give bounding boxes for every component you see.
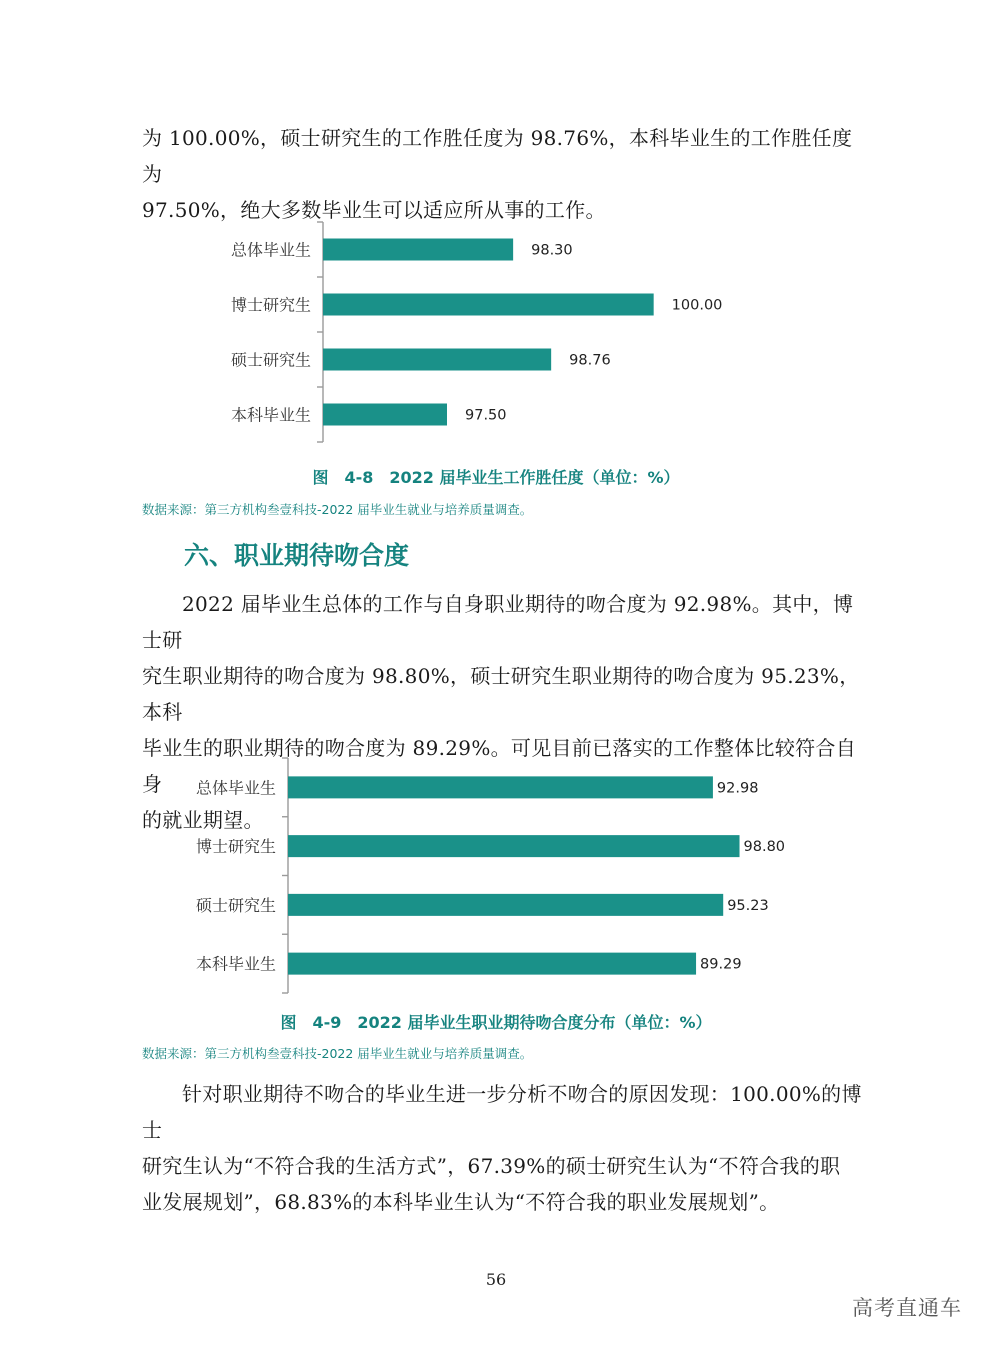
bar xyxy=(323,404,447,426)
data-label: 98.80 xyxy=(743,839,786,856)
figure-caption: 图 4-8 2022 届毕业生工作胜任度（单位：%） xyxy=(312,468,680,487)
bar xyxy=(323,239,513,261)
data-label: 92.98 xyxy=(716,780,759,797)
paragraph-line: 毕业生的职业期待的吻合度为 89.29%。可见目前已落实的工作整体比较符合自身 xyxy=(142,736,857,796)
data-label: 98.76 xyxy=(569,352,611,369)
data-label: 89.29 xyxy=(700,956,742,973)
bar xyxy=(288,953,696,975)
paragraph-3 xyxy=(142,1076,862,1220)
paragraph-line: 为 100.00%，硕士研究生的工作胜任度为 98.76%，本科毕业生的工作胜任度为 xyxy=(142,126,853,186)
data-label: 100.00 xyxy=(671,297,723,314)
bar xyxy=(288,835,740,857)
chart-career-expectation-fit xyxy=(0,750,992,1000)
category-label: 博士研究生 xyxy=(195,837,276,857)
category-label: 硕士研究生 xyxy=(230,350,311,370)
paragraph-line: 2022 届毕业生总体的工作与自身职业期待的吻合度为 92.98%。其中，博士研 xyxy=(142,592,854,652)
category-label: 硕士研究生 xyxy=(195,895,276,915)
section-heading: 六、职业期待吻合度 xyxy=(184,541,410,570)
data-source-note: 数据来源：第三方机构叁壹科技-2022 届毕业生就业与培养质量调查。 xyxy=(142,502,533,517)
category-label: 总体毕业生 xyxy=(195,778,276,798)
category-label: 博士研究生 xyxy=(230,295,311,315)
category-label: 总体毕业生 xyxy=(230,240,311,260)
paragraph-line: 业发展规划”，68.83%的本科毕业生认为“不符合我的职业发展规划”。 xyxy=(142,1190,780,1214)
bar xyxy=(323,294,654,316)
data-label: 95.23 xyxy=(727,897,769,914)
bar xyxy=(288,894,723,916)
page-number: 56 xyxy=(485,1270,507,1289)
paragraph-line: 的就业期望。 xyxy=(142,808,264,832)
paragraph-line: 究生职业期待的吻合度为 98.80%，硕士研究生职业期待的吻合度为 95.23%，本科 xyxy=(142,664,860,724)
paragraph-line: 97.50%，绝大多数毕业生可以适应所从事的工作。 xyxy=(142,198,606,222)
paragraph-line: 针对职业期待不吻合的毕业生进一步分析不吻合的原因发现：100.00%的博士 xyxy=(142,1082,862,1142)
paragraph-line: 研究生认为“不符合我的生活方式”，67.39%的硕士研究生认为“不符合我的职 xyxy=(142,1154,841,1178)
bar xyxy=(288,776,713,798)
data-label: 97.50 xyxy=(465,407,507,424)
bar xyxy=(323,349,551,371)
category-label: 本科毕业生 xyxy=(230,405,311,425)
chart-work-competency xyxy=(0,210,992,450)
data-source-note: 数据来源：第三方机构叁壹科技-2022 届毕业生就业与培养质量调查。 xyxy=(142,1046,533,1061)
category-label: 本科毕业生 xyxy=(195,954,276,974)
figure-caption: 图 4-9 2022 届毕业生职业期待吻合度分布（单位：%） xyxy=(280,1013,712,1032)
data-label: 98.30 xyxy=(531,242,573,259)
watermark: 高考直通车 xyxy=(852,1296,962,1320)
